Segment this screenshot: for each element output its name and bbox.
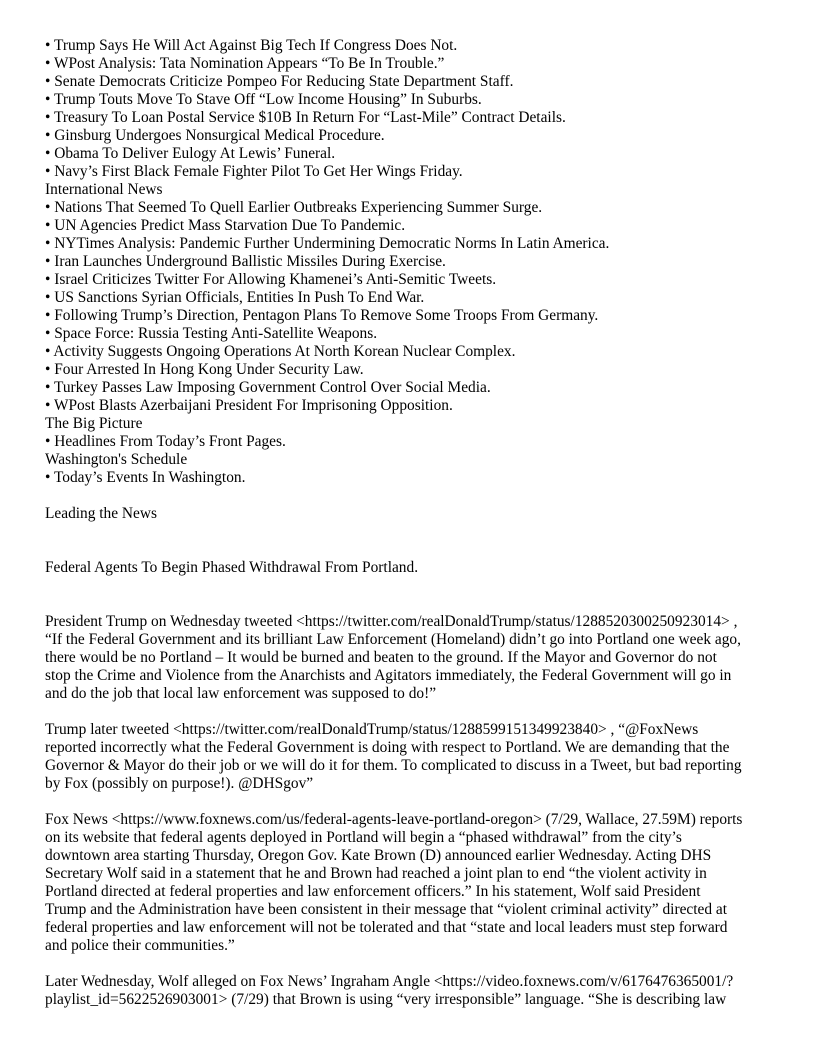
headline-item[interactable]: • Headlines From Today’s Front Pages. bbox=[45, 433, 286, 450]
washington-schedule-heading: Washington's Schedule bbox=[45, 451, 188, 468]
paragraph-line: stop the Crime and Violence from the Anarchists and Agitators immediately, the Federal Government will go in bbox=[45, 667, 732, 684]
paragraph-line: Fox News <https://www.foxnews.com/us/federal-agents-leave-portland-oregon> (7/29, Wallace, 27.59M) reports bbox=[45, 811, 743, 828]
headline-item[interactable]: • Four Arrested In Hong Kong Under Security Law. bbox=[45, 361, 364, 378]
headline-item[interactable]: • Nations That Seemed To Quell Earlier Outbreaks Experiencing Summer Surge. bbox=[45, 199, 543, 216]
story-paragraph bbox=[45, 613, 780, 703]
big-picture-heading: The Big Picture bbox=[45, 415, 143, 432]
headline-item[interactable]: • Iran Launches Underground Ballistic Missiles During Exercise. bbox=[45, 253, 446, 270]
headline-item[interactable]: • WPost Blasts Azerbaijani President For Imprisoning Opposition. bbox=[45, 397, 453, 414]
document-page bbox=[45, 37, 780, 1009]
paragraph-line: Trump later tweeted <https://twitter.com/realDonaldTrump/status/1288599151349923840> , “@FoxNews bbox=[45, 721, 699, 738]
paragraph-line: reported incorrectly what the Federal Government is doing with respect to Portland. We are demanding that the bbox=[45, 739, 730, 756]
international-news-heading: International News bbox=[45, 181, 163, 198]
paragraph-line: on its website that federal agents deployed in Portland will begin a “phased withdrawal” from the city’s bbox=[45, 829, 682, 846]
headline-item[interactable]: • UN Agencies Predict Mass Starvation Due To Pandemic. bbox=[45, 217, 406, 234]
paragraph-line: and police their communities.” bbox=[45, 937, 235, 954]
paragraph-line: Trump and the Administration have been consistent in their message that “violent criminal activity” directed at bbox=[45, 901, 727, 918]
headline-item[interactable]: • Activity Suggests Ongoing Operations At North Korean Nuclear Complex. bbox=[45, 343, 516, 360]
headline-item[interactable]: • WPost Analysis: Tata Nomination Appears “To Be In Trouble.” bbox=[45, 55, 445, 72]
paragraph-line: Portland directed at federal properties and law enforcement officers.” In his statement, Wolf said President bbox=[45, 883, 701, 900]
headline-item[interactable]: • Today’s Events In Washington. bbox=[45, 469, 246, 486]
headline-item[interactable]: • Israel Criticizes Twitter For Allowing Khamenei’s Anti-Semitic Tweets. bbox=[45, 271, 497, 288]
headline-item[interactable]: • Following Trump’s Direction, Pentagon Plans To Remove Some Troops From Germany. bbox=[45, 307, 599, 324]
paragraph-line: Secretary Wolf said in a statement that he and Brown had reached a joint plan to end “the violent activity in bbox=[45, 865, 707, 882]
paragraph-line: there would be no Portland – It would be burned and beaten to the ground. If the Mayor and Governor do not bbox=[45, 649, 717, 666]
paragraph-line: “If the Federal Government and its brilliant Law Enforcement (Homeland) didn’t go into Portland one week ago, bbox=[45, 631, 741, 648]
paragraph-line: playlist_id=5622526903001> (7/29) that Brown is using “very irresponsible” language. “She is describing law bbox=[45, 991, 727, 1008]
story-paragraph bbox=[45, 721, 780, 793]
paragraph-line: Governor & Mayor do their job or we will do it for them. To complicated to discuss in a Tweet, but bad reporting bbox=[45, 757, 742, 774]
international-headlines-list bbox=[45, 199, 780, 415]
headline-item[interactable]: • Senate Democrats Criticize Pompeo For Reducing State Department Staff. bbox=[45, 73, 514, 90]
paragraph-line: downtown area starting Thursday, Oregon Gov. Kate Brown (D) announced earlier Wednesday. Acting DHS bbox=[45, 847, 712, 864]
paragraph-line: President Trump on Wednesday tweeted <https://twitter.com/realDonaldTrump/status/1288520300250923014> , bbox=[45, 613, 738, 630]
paragraph-line: federal properties and law enforcement will not be tolerated and that “state and local leaders must step forward bbox=[45, 919, 728, 936]
story-paragraph bbox=[45, 973, 780, 1009]
headline-item[interactable]: • Obama To Deliver Eulogy At Lewis’ Funeral. bbox=[45, 145, 336, 162]
headline-item[interactable]: • Trump Touts Move To Stave Off “Low Income Housing” In Suburbs. bbox=[45, 91, 482, 108]
leading-the-news-heading: Leading the News bbox=[45, 505, 157, 522]
paragraph-line: by Fox (possibly on purpose!). @DHSgov” bbox=[45, 775, 314, 792]
headline-item[interactable]: • Navy’s First Black Female Fighter Pilot To Get Her Wings Friday. bbox=[45, 163, 463, 180]
headline-item[interactable]: • Space Force: Russia Testing Anti-Satellite Weapons. bbox=[45, 325, 378, 342]
headline-item[interactable]: • Ginsburg Undergoes Nonsurgical Medical Procedure. bbox=[45, 127, 385, 144]
headline-item[interactable]: • US Sanctions Syrian Officials, Entities In Push To End War. bbox=[45, 289, 425, 306]
paragraph-line: Later Wednesday, Wolf alleged on Fox News’ Ingraham Angle <https://video.foxnews.com/v/6176476365001/? bbox=[45, 973, 734, 990]
headline-item[interactable]: • Turkey Passes Law Imposing Government Control Over Social Media. bbox=[45, 379, 491, 396]
headline-item[interactable]: • NYTimes Analysis: Pandemic Further Undermining Democratic Norms In Latin America. bbox=[45, 235, 610, 252]
story-title: Federal Agents To Begin Phased Withdrawal From Portland. bbox=[45, 559, 419, 576]
story-paragraph bbox=[45, 811, 780, 955]
domestic-headlines-list bbox=[45, 37, 780, 181]
paragraph-line: and do the job that local law enforcement was supposed to do!” bbox=[45, 685, 437, 702]
headline-item[interactable]: • Treasury To Loan Postal Service $10B In Return For “Last-Mile” Contract Details. bbox=[45, 109, 566, 126]
headline-item[interactable]: • Trump Says He Will Act Against Big Tech If Congress Does Not. bbox=[45, 37, 458, 54]
